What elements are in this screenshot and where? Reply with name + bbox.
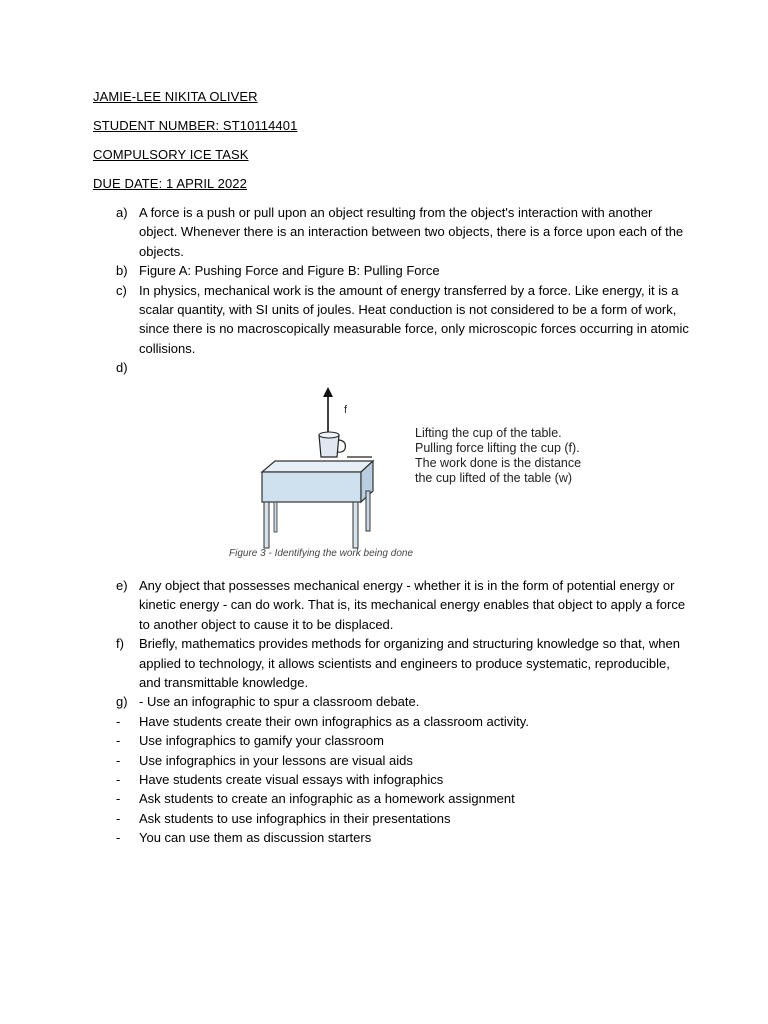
- list-item: [93, 261, 693, 280]
- force-arrow-head: [323, 387, 333, 397]
- student-number: STUDENT NUMBER: ST10114401: [93, 118, 298, 133]
- list-marker: -: [116, 752, 121, 768]
- table-leg: [353, 502, 358, 548]
- task-title: COMPULSORY ICE TASK: [93, 147, 249, 162]
- list-marker: -: [116, 810, 121, 826]
- list-marker: c): [116, 282, 127, 298]
- answer-a-text: A force is a push or pull upon an object resulting from the object's interaction with another object. Whenever there is an interaction between two objects, there is a force upon each of the objects.: [139, 205, 684, 259]
- bullet-text: Use infographics in your lessons are visual aids: [139, 752, 413, 768]
- answers-list-1: [93, 203, 693, 378]
- list-item: [93, 692, 693, 711]
- figure-caption: Figure 3 - Identifying the work being done: [229, 548, 413, 559]
- list-marker: e): [116, 578, 128, 593]
- list-marker: f): [116, 636, 124, 652]
- list-marker: -: [116, 791, 121, 807]
- list-item: [93, 281, 693, 359]
- list-item: [93, 828, 693, 847]
- answers-list-2: [93, 576, 693, 848]
- answer-f-text: Briefly, mathematics provides methods for organizing and structuring knowledge so that, when applied to technology, it allows scientists and engineers to produce systematic, reproducible, and transmittable knowledge.: [139, 636, 680, 691]
- bullet-text: Ask students to use infographics in their presentations: [139, 810, 451, 826]
- list-item: [93, 789, 693, 808]
- list-marker: d): [116, 360, 128, 376]
- table-leg: [366, 491, 370, 531]
- table-top-surface: [262, 461, 373, 472]
- answer-g-text: - Use an infographic to spur a classroom debate.: [139, 694, 420, 710]
- table-leg: [274, 502, 277, 532]
- bullet-text: You can use them as discussion starters: [139, 830, 372, 846]
- list-marker: b): [116, 263, 128, 279]
- bullet-text: Ask students to create an infographic as a homework assignment: [139, 791, 515, 807]
- list-item: [93, 770, 693, 789]
- table-front: [262, 472, 361, 502]
- list-item: [93, 358, 693, 377]
- bullet-text: Have students create their own infographics as a classroom activity.: [139, 713, 529, 729]
- list-marker: a): [116, 205, 128, 220]
- answer-c-text: In physics, mechanical work is the amount of energy transferred by a force. Like energy, it is a scalar quantity, with SI units of joules. Heat conduction is not considered to be a form of work, since there is no macroscopically measurable force, only microscopic forces occurring in atomic collisions.: [139, 282, 689, 356]
- list-marker: -: [116, 733, 121, 749]
- list-marker: -: [116, 713, 121, 729]
- student-name: JAMIE-LEE NIKITA OLIVER: [93, 89, 258, 104]
- answer-e-text: Any object that possesses mechanical energy - whether it is in the form of potential energy or kinetic energy - can do work. That is, its mechanical energy enables that object to apply a force to another object to cause it to be displaced.: [139, 578, 686, 632]
- answer-b-text: Figure A: Pushing Force and Figure B: Pulling Force: [139, 263, 440, 279]
- list-item: [93, 751, 693, 770]
- list-marker: -: [116, 830, 121, 846]
- list-marker: g): [116, 694, 128, 710]
- list-item: [93, 731, 693, 750]
- bullet-text: Have students create visual essays with infographics: [139, 772, 444, 788]
- list-item: [93, 576, 693, 634]
- list-item: [93, 203, 693, 261]
- table-leg: [264, 502, 269, 548]
- bullet-text: Use infographics to gamify your classroom: [139, 733, 384, 749]
- due-date: DUE DATE: 1 APRIL 2022: [93, 176, 247, 191]
- figure-description: Lifting the cup of the table. Pulling force lifting the cup (f). The work done is the distance the cup lifted of the table (w): [415, 426, 582, 485]
- force-label: f: [344, 404, 348, 416]
- cup-rim: [319, 432, 339, 438]
- list-item: [93, 712, 693, 731]
- list-marker: -: [116, 772, 121, 788]
- list-item: [93, 634, 693, 692]
- list-item: [93, 809, 693, 828]
